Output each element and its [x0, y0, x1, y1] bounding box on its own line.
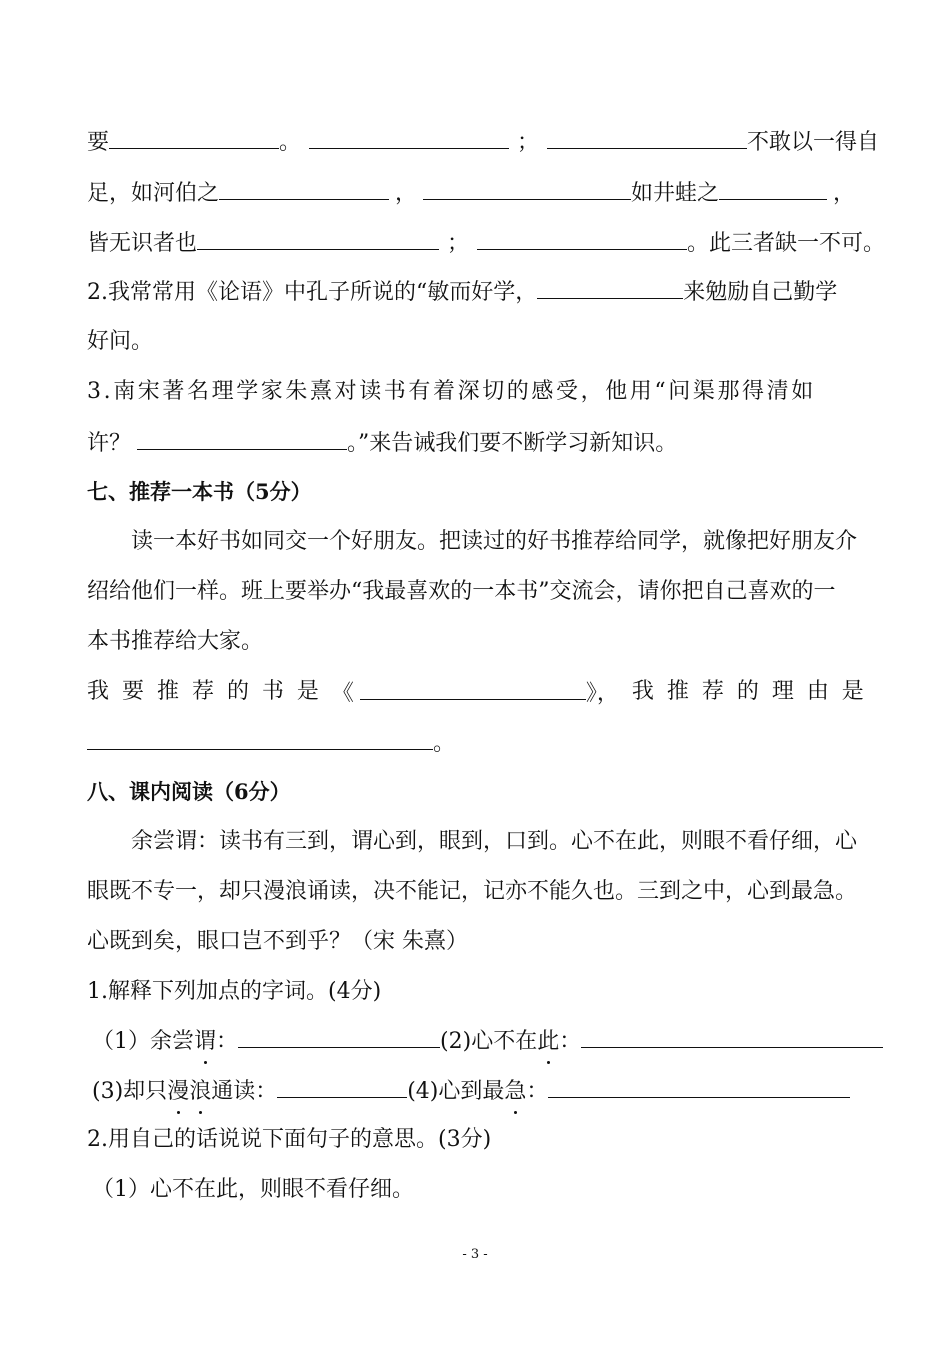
text: 由 [806, 679, 829, 704]
section-8-para-2: 眼既不专一，却只漫浪诵读，决不能记，记亦不能久也。三到之中，心到最急。 [87, 879, 858, 904]
dotted-char: 漫 [167, 1077, 189, 1107]
text: 2.我常常用《论语》中孔子所说的“敏而好学， [87, 280, 538, 305]
text: 来勉励自己勤学 [683, 280, 838, 305]
dotted-char: 急 [504, 1077, 526, 1107]
text: 荐 [191, 679, 214, 704]
question-8-1-row-1 [92, 1025, 864, 1057]
text: ， [833, 181, 856, 206]
text: ： [216, 1029, 239, 1054]
text: ， [395, 181, 418, 206]
text: 荐 [701, 679, 724, 704]
fill-line-1 [87, 126, 880, 158]
blank[interactable] [719, 177, 827, 200]
text: 许？ [87, 431, 132, 456]
text: 。此三者缺一不可。 [687, 231, 886, 256]
text: （1）余尝 [92, 1029, 194, 1054]
question-6-3-cont [87, 427, 864, 459]
blank[interactable] [548, 1075, 850, 1098]
question-6-3 [87, 377, 864, 407]
question-8-2: 2.用自己的话说说下面句子的意思。(3分) [87, 1127, 492, 1152]
section-7-para-1: 读一本好书如同交一个好朋友。把读过的好书推荐给同学，就像把好朋友介 [131, 529, 858, 554]
text: 皆无识者也 [87, 231, 198, 256]
section-8-title: 八、课内阅读（6分） [87, 779, 291, 804]
text: 要 [121, 679, 144, 704]
blank[interactable] [197, 227, 439, 250]
section-7-para-2: 绍给他们一样。班上要举办“我最喜欢的一本书”交流会，请你把自己喜欢的一 [87, 579, 836, 604]
text: 通读： [211, 1079, 278, 1104]
text: 的 [736, 679, 759, 704]
text: 书 [261, 679, 284, 704]
question-8-1: 1.解释下列加点的字词。(4分) [87, 979, 382, 1004]
text: 3.南宋著名理学家朱熹对读书有着深切的感受，他用“问渠那得清如 [87, 379, 816, 404]
dotted-char: 谓 [194, 1027, 216, 1057]
dotted-char: 浪 [189, 1077, 211, 1107]
text: (3)却只 [92, 1079, 168, 1104]
question-6-2-cont [87, 327, 864, 357]
recommend-line [87, 677, 864, 709]
text: 我 [87, 679, 110, 704]
text: (2)心不在 [440, 1029, 538, 1054]
text: 。”来告诫我们要不断学习新知识。 [347, 431, 678, 456]
text: ： [526, 1079, 549, 1104]
book-title-field [332, 677, 619, 709]
text: 。 [279, 130, 302, 155]
text: 《 [331, 681, 354, 706]
text: 要 [87, 130, 110, 155]
blank[interactable] [238, 1025, 440, 1048]
reason-blank[interactable] [87, 727, 433, 750]
blank[interactable] [537, 276, 683, 299]
text: 推 [156, 679, 179, 704]
text: 的 [226, 679, 249, 704]
blank[interactable] [581, 1025, 883, 1048]
text: 如井蛙之 [631, 181, 720, 206]
text: 好问。 [87, 329, 154, 354]
question-8-2-item-1: （1）心不在此，则眼不看仔细。 [92, 1177, 414, 1202]
page-number: - 3 - [462, 1247, 488, 1262]
text: 是 [841, 679, 864, 704]
blank[interactable] [547, 126, 747, 149]
text: ： [559, 1029, 582, 1054]
text: 足，如河伯之 [87, 181, 220, 206]
text: 推 [666, 679, 689, 704]
text: ； [447, 231, 470, 256]
blank[interactable] [219, 177, 389, 200]
text: (4)心到最 [407, 1079, 505, 1104]
blank[interactable] [137, 427, 347, 450]
text: 理 [771, 679, 794, 704]
dotted-char: 此 [537, 1027, 559, 1057]
question-8-1-row-2 [92, 1075, 864, 1107]
section-8-para-3: 心既到矣，眼口岂不到乎？（宋 朱熹） [87, 929, 468, 954]
blank[interactable] [423, 177, 631, 200]
reason-line [87, 727, 864, 759]
fill-line-3 [87, 227, 886, 259]
text: 。 [433, 731, 456, 756]
section-8-para-1: 余尝谓：读书有三到，谓心到，眼到，口到。心不在此，则眼不看仔细，心 [131, 829, 858, 854]
blank[interactable] [309, 126, 509, 149]
fill-line-2 [87, 177, 864, 209]
blank[interactable] [109, 126, 279, 149]
text: 》， [585, 681, 619, 706]
text: 不敢以一得自 [747, 130, 880, 155]
section-7-para-3: 本书推荐给大家。 [87, 629, 264, 654]
text: 我 [631, 679, 654, 704]
blank[interactable] [477, 227, 687, 250]
book-title-blank[interactable] [360, 677, 586, 700]
text: ； [517, 130, 540, 155]
blank[interactable] [277, 1075, 407, 1098]
section-7-title: 七、推荐一本书（5分） [87, 479, 312, 504]
question-6-2 [87, 276, 864, 308]
text: 是 [296, 679, 319, 704]
